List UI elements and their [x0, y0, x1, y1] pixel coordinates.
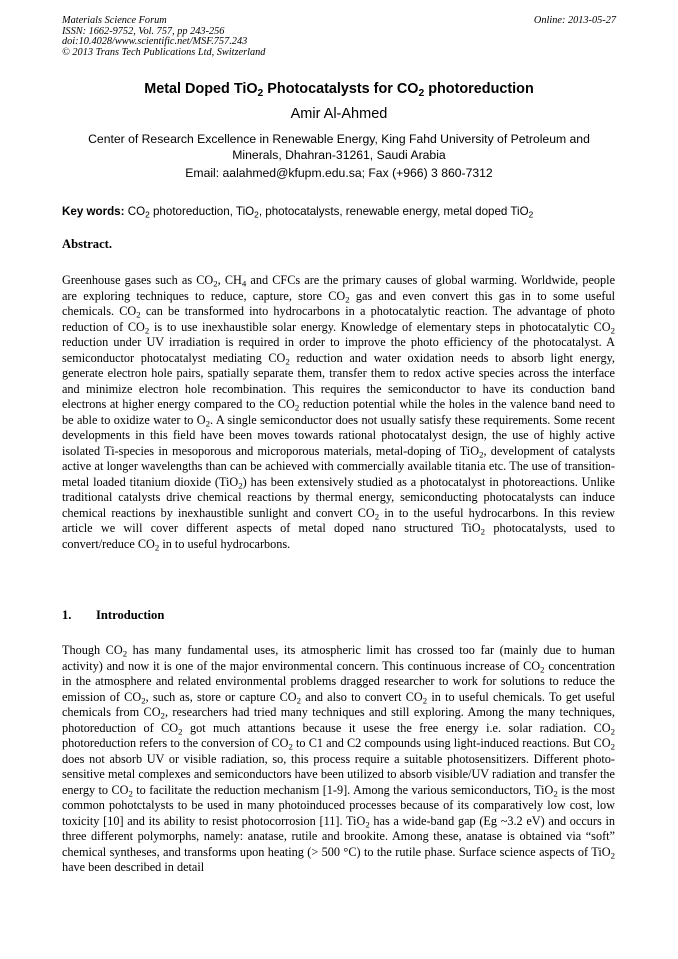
abstract-paragraph: Greenhouse gases such as $CO_2$, $CH_4$ and CFCs are the primary causes of global warming. Worldwide, people are exploring techniques to reduce, capture, store $CO_2$ gas and even convert this gas in to some useful chemicals. $CO_2$ can be transformed into hydrocarbons in a photocatalytic reaction. The advantage of photo reduction of $CO_2$ is to use inexhaustible solar energy. Knowledge of elementary steps in photocatalytic $CO_2$ reduction under UV irradiation is required in order to improve the photo efficiency of the photocatalyst. A semiconductor photocatalyst mediating $CO_2$ reduction and water oxidation needs to absorb light energy, generate electron hole pairs, spatially separate them, transfer them to redox active species across the interface and minimize electron hole recombination. This requires the semiconductor to have its conduction band electrons at higher energy compared to the $CO_2$ reduction potential while the holes in the valence band need to be able to oxidize water to $O_2$. A single semiconductor does not usually satisfy these requirements. Some recent developments in this field have been moves towards rational photocatalyst design, the use of highly active isolated Ti-species in mesoporous and microporous materials, metal-doping of TiO$_2$, development of catalysts active at longer wavelengths than can be achieved with commercially available titania etc. The use of transition-metal loaded titanium dioxide (TiO$_2$) has been extensively studied as a photocatalyst in photoreactions. Unlike traditional catalysts drive chemical reactions by thermal energy, semiconducting photocatalysts can induce chemical reactions by inexhaustible sunlight and convert $CO_2$ in to the useful hydrocarbons. In this review article we will cover different aspects of metal doped nano structured TiO$_2$ photocatalysts, used to convert/reduce $CO_2$ in to useful hydrocarbons. [62, 273, 616, 552]
introduction-paragraph: Though $CO_2$ has many fundamental uses, its atmospheric limit has crossed too far (mainly due to human activity) and now it is one of the major environmental concern. This continuous increase of $CO_2$ concentration in the atmosphere and related environmental problems dragged researcher to work for solutions to reduce the emission of $CO_2$, such as, store or capture $CO_2$ and also to convert $CO_2$ in to useful chemicals. To get useful chemicals from $CO_2$, researchers had tried many techniques and still exploring. Among the many techniques, photoreduction of $CO_2$ got much attantions because it usese the free energy i.e. solar radiation. $CO_2$ photoreduction refers to the conversion of $CO_2$ to C1 and C2 compounds using light-induced reactions. But $CO_2$ does not absorb UV or visible radiation, so, this process require a suitable photosensitizers. Different photo-sensitive metal complexes and semiconductors have been utilized to absorb visible/UV radiation and transfer the energy to $CO_2$ to facilitate the reduction mechanism [1-9]. Among the various semiconductors, TiO$_2$ is the most common pohotctalysts to be used in many photoinduced processes because of its comparatively low cost, low toxicity [10] and its ability to resist photocorrosion [11]. TiO$_2$ has a wide-band gap (Eg ~3.2 eV) and occurs in three different polymorphs, namely: anatase, rutile and brookite. Among these, anatase is obtained via “soft” chemical syntheses, and transforms upon heating (> 500 °C) to the rutile phase. Surface science aspects of TiO$_2$ have been described in detail [62, 643, 616, 874]
doi-line: doi:10.4028/www.scientific.net/MSF.757.243 [62, 36, 248, 48]
keywords-label: Key words: [62, 205, 125, 218]
copyright-line: © 2013 Trans Tech Publications Ltd, Switzerland [62, 46, 266, 58]
issn-line: ISSN: 1662-9752, Vol. 757, pp 243-256 [62, 25, 225, 37]
online-date: Online: 2013-05-27 [533, 15, 616, 26]
paper-title: Metal Doped TiO$_2$ Photocatalysts for $CO_2$ photoreduction [144, 81, 534, 99]
affiliation: Center of Research Excellence in Renewable Energy, King Fahd University of Petroleum and Minerals, Dhahran-31261, Saudi Arabia [88, 132, 590, 163]
keywords-line: Key words: $CO_2$ photoreduction, TiO$_2$, photocatalysts, renewable energy, metal doped TiO$_2$ [62, 205, 534, 220]
journal-header [62, 16, 265, 58]
journal-name: Materials Science Forum [62, 15, 167, 26]
author-name: Amir Al-Ahmed [290, 106, 388, 122]
section-title: Introduction [96, 608, 165, 622]
introduction-heading [62, 608, 164, 623]
section-number: 1. [62, 608, 72, 622]
email-line: Email: aalahmed@kfupm.edu.sa; Fax (+966) 3 860-7312 [185, 166, 493, 180]
abstract-heading: Abstract. [62, 237, 113, 251]
